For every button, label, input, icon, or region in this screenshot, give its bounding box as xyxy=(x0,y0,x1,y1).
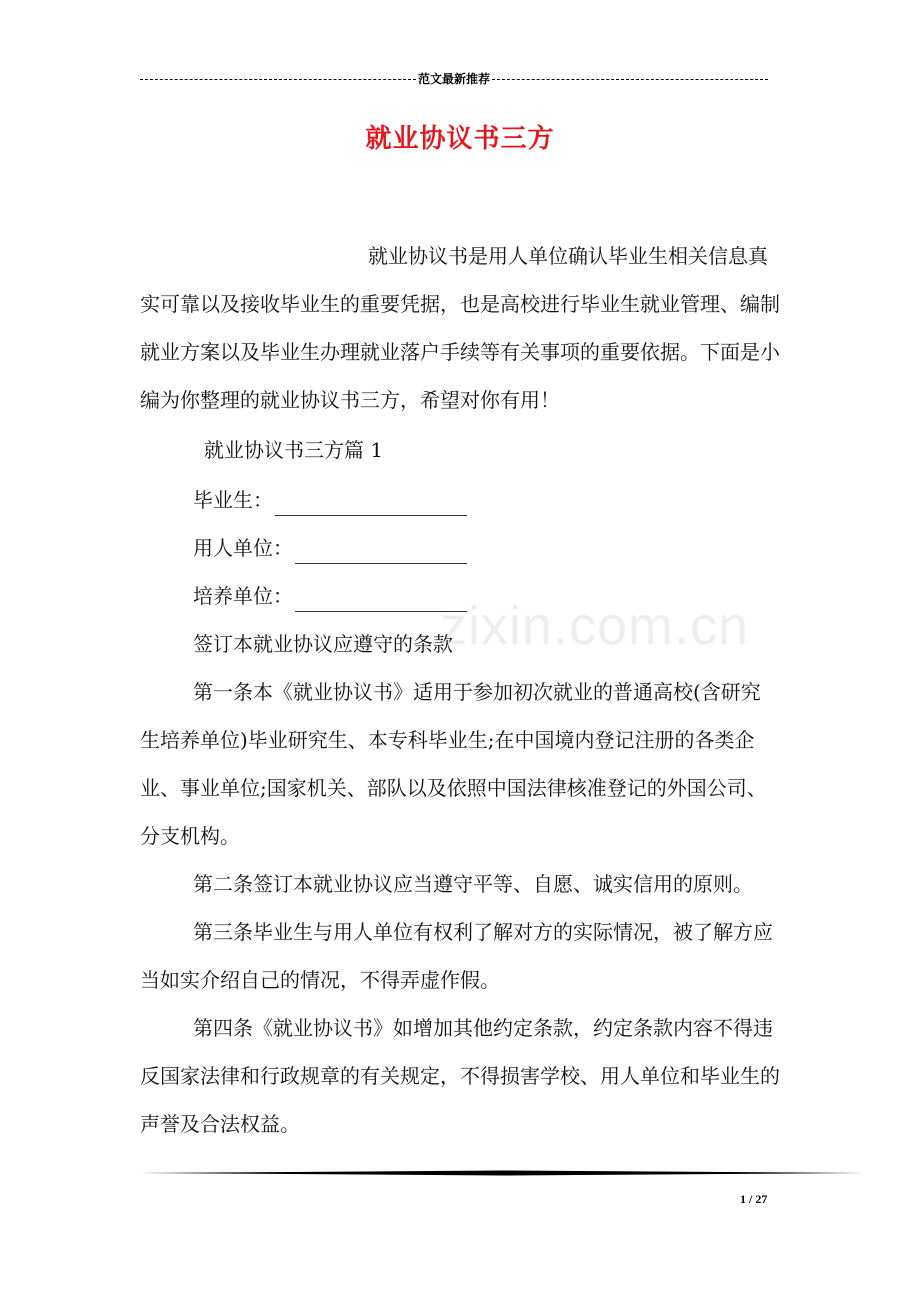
field-employer xyxy=(193,532,467,564)
field-graduate xyxy=(193,484,467,516)
field-training-unit-label: 培养单位： xyxy=(193,584,293,608)
header-dash-left xyxy=(140,79,416,80)
clause-1: 第一条本《就业协议书》适用于参加初次就业的普通高校(含研究生培养单位)毕业研究生、本专科毕业生;在中国境内登记注册的各类企业、事业单位;国家机关、部队以及依照中国法律核准登记的外国公司、分支机构。 xyxy=(140,680,767,848)
field-graduate-label: 毕业生： xyxy=(193,488,273,512)
field-training-unit-blank xyxy=(295,589,467,612)
clause-2: 第二条签订本就业协议应当遵守平等、自愿、诚实信用的原则。 xyxy=(193,872,753,896)
intro-paragraph: 就业协议书是用人单位确认毕业生相关信息真实可靠以及接收毕业生的重要凭据，也是高校进行毕业生就业管理、编制就业方案以及毕业生办理就业落户手续等有关事项的重要依据。下面是小编为你整理的就业协议书三方，希望对你有用！ xyxy=(140,244,780,412)
document-title: 就业协议书三方 xyxy=(365,124,555,154)
intro-block xyxy=(140,232,780,424)
footer-rule xyxy=(140,1168,864,1178)
clause-4: 第四条《就业协议书》如增加其他约定条款，约定条款内容不得违反国家法律和行政规章的有关规定，不得损害学校、用人单位和毕业生的声誉及合法权益。 xyxy=(140,1016,780,1136)
clauses-block xyxy=(140,668,780,1148)
field-employer-blank xyxy=(295,541,467,564)
clause-3: 第三条毕业生与用人单位有权利了解对方的实际情况，被了解方应当如实介绍自己的情况，不得弄虚作假。 xyxy=(140,920,773,992)
section-title: 就业协议书三方篇 1 xyxy=(204,438,384,462)
page-header xyxy=(140,68,768,88)
watermark: zixin.com.cn xyxy=(440,596,750,656)
field-graduate-blank xyxy=(275,493,467,516)
clauses-heading: 签订本就业协议应遵守的条款 xyxy=(193,632,453,656)
field-employer-label: 用人单位： xyxy=(193,536,293,560)
page-number: 1 / 27 xyxy=(740,1192,768,1206)
header-label: 范文最新推荐 xyxy=(418,71,491,86)
field-training-unit xyxy=(193,580,467,612)
header-dash-right xyxy=(492,79,768,80)
